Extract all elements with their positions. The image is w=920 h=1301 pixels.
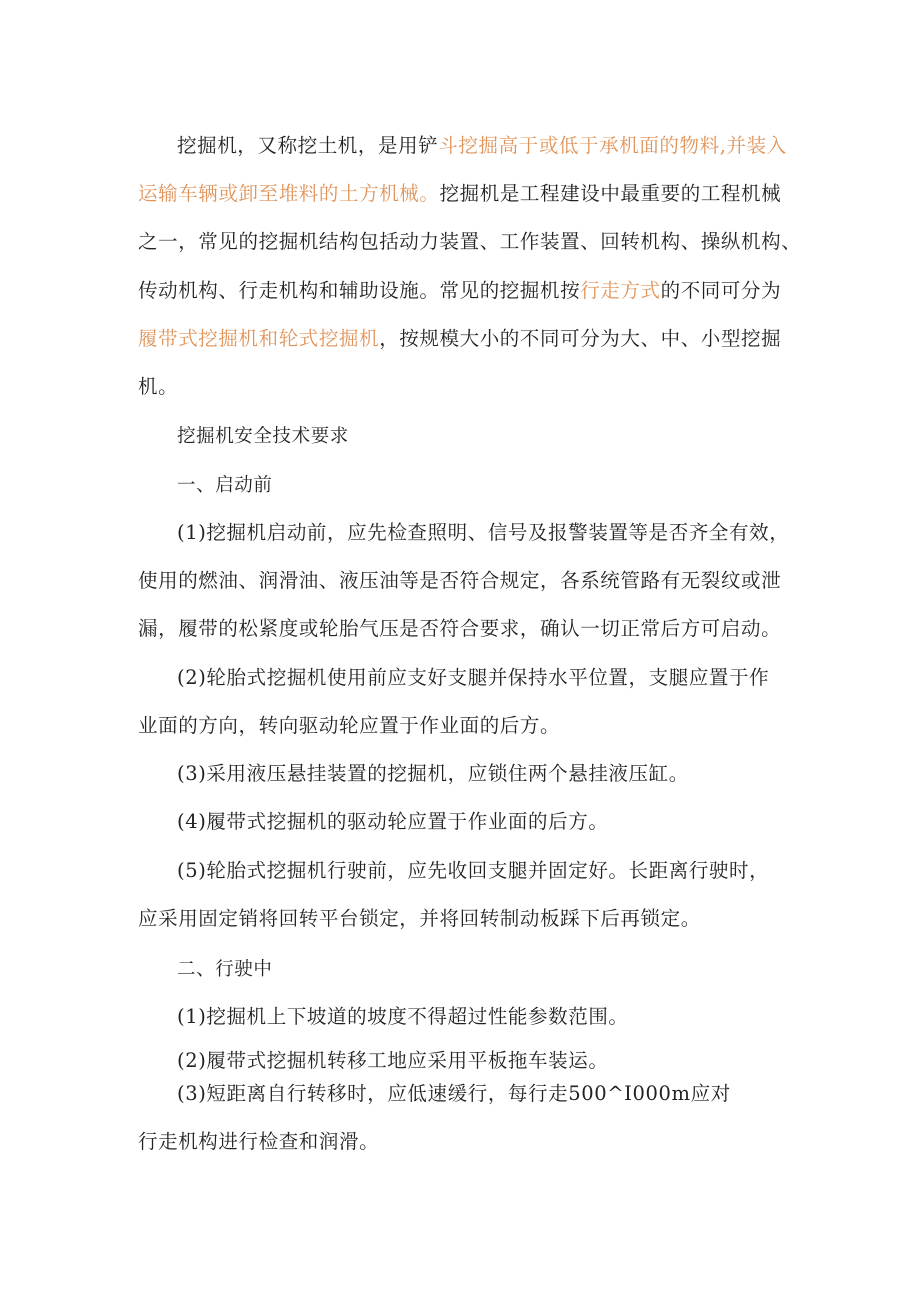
section-2-heading: 二、行驶中	[177, 959, 273, 980]
section-1-line-9: 应采用固定销将回转平台锁定，并将回转制动板踩下后再锁定。	[138, 907, 701, 930]
intro-line-3	[138, 227, 802, 257]
highlighted-text: 履带式挖掘机和轮式挖掘机	[138, 327, 380, 350]
document-title: 挖掘机安全技术要求	[177, 426, 349, 447]
intro-text: 挖掘机是工程建设中最重要的工程机械	[439, 182, 782, 205]
intro-line-4	[138, 276, 798, 306]
section-1-line-6: (3)采用液压悬挂装置的挖掘机，应锁住两个悬挂液压缸。	[177, 762, 689, 785]
section-1-line-3: 漏，履带的松紧度或轮胎气压是否符合要求，确认一切正常后方可启动。	[138, 617, 782, 640]
highlighted-text: 行走方式	[580, 279, 661, 302]
intro-text: 传动机构、行走机构和辅助设施。常见的挖掘机按	[138, 279, 581, 302]
intro-text: 机。	[138, 375, 179, 398]
section-1-line-8: (5)轮胎式挖掘机行驶前，应先收回支腿并固定好。长距离行驶时，	[177, 859, 770, 882]
section-2-line-4: 行走机构进行检查和润滑。	[138, 1130, 380, 1153]
intro-text: 之一，常见的挖掘机结构包括动力装置、工作装置、回转机构、操纵机构、	[138, 230, 802, 253]
highlighted-text: 运输车辆或卸至堆料的土方机械。	[138, 182, 440, 205]
intro-line-1	[177, 131, 837, 161]
highlighted-text: 斗挖掘高于或低于承机面的物料,并装入	[438, 134, 787, 157]
intro-line-5	[138, 324, 798, 354]
intro-text: 挖掘机，又称挖土机，是用铲	[177, 134, 439, 157]
intro-text: 的不同可分为	[660, 279, 782, 302]
section-1-line-1: (1)挖掘机启动前，应先检查照明、信号及报警装置等是否齐全有效，	[177, 521, 790, 544]
section-1-line-7: (4)履带式挖掘机的驱动轮应置于作业面的后方。	[177, 810, 609, 833]
section-2-line-1: (1)挖掘机上下坡道的坡度不得超过性能参数范围。	[177, 1005, 629, 1028]
intro-line-2	[138, 179, 798, 209]
intro-line-6	[138, 372, 798, 402]
section-1-line-4: (2)轮胎式挖掘机使用前应支好支腿并保持水平位置，支腿应置于作	[177, 666, 770, 689]
section-2-line-2: (2)履带式挖掘机转移工地应采用平板拖车装运。	[177, 1049, 609, 1072]
intro-text: ，按规模大小的不同可分为大、中、小型挖掘	[379, 327, 782, 350]
section-1-line-2: 使用的燃油、润滑油、液压油等是否符合规定，各系统管路有无裂纹或泄	[138, 569, 782, 592]
section-1-line-5: 业面的方向，转向驱动轮应置于作业面的后方。	[138, 714, 561, 737]
section-1-heading: 一、启动前	[177, 475, 273, 496]
section-2-line-3: (3)短距离自行转移时，应低速缓行，每行走500^I000m应对	[177, 1082, 731, 1105]
